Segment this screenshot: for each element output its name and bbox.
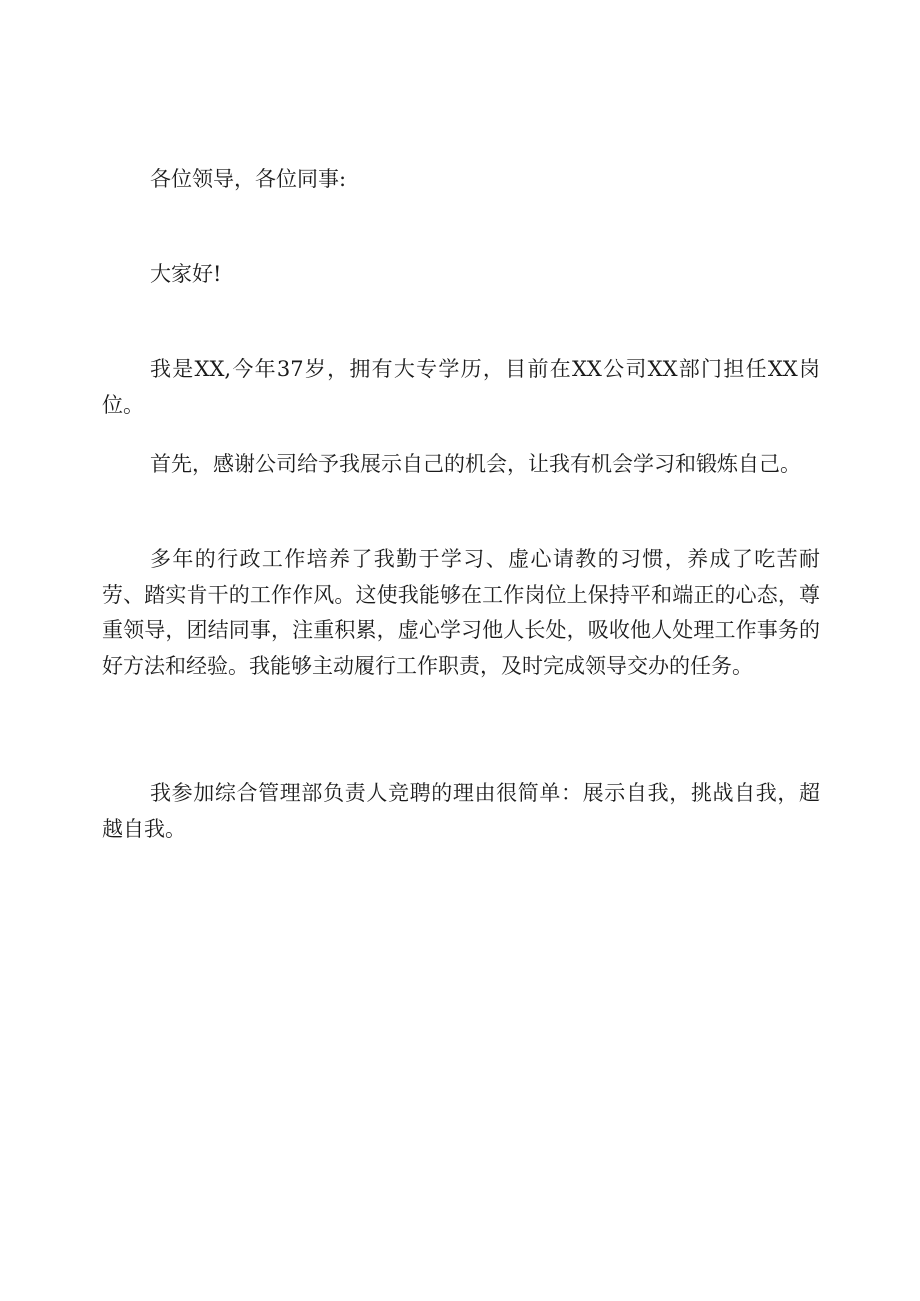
- work-experience-paragraph: 多年的行政工作培养了我勤于学习、虚心请教的习惯，养成了吃苦耐劳、踏实肯干的工作作风。这使我能够在工作岗位上保持平和端正的心态，尊重领导，团结同事，注重积累，虚心学习他人长处，吸收他人处理工作事务的好方法和经验。我能够主动履行工作职责，及时完成领导交办的任务。: [102, 547, 820, 678]
- application-reason-paragraph: 我参加综合管理部负责人竞聘的理由很简单：展示自我，挑战自我，超越自我。: [102, 781, 820, 841]
- hello-paragraph: 大家好!: [150, 262, 222, 286]
- thanks-paragraph: 首先，感谢公司给予我展示自己的机会，让我有机会学习和锻炼自己。: [150, 452, 801, 476]
- greeting-paragraph: 各位领导，各位同事:: [150, 167, 347, 191]
- self-introduction-paragraph: 我是XX,今年37岁，拥有大专学历，目前在XX公司XX部门担任XX岗位。: [102, 357, 820, 417]
